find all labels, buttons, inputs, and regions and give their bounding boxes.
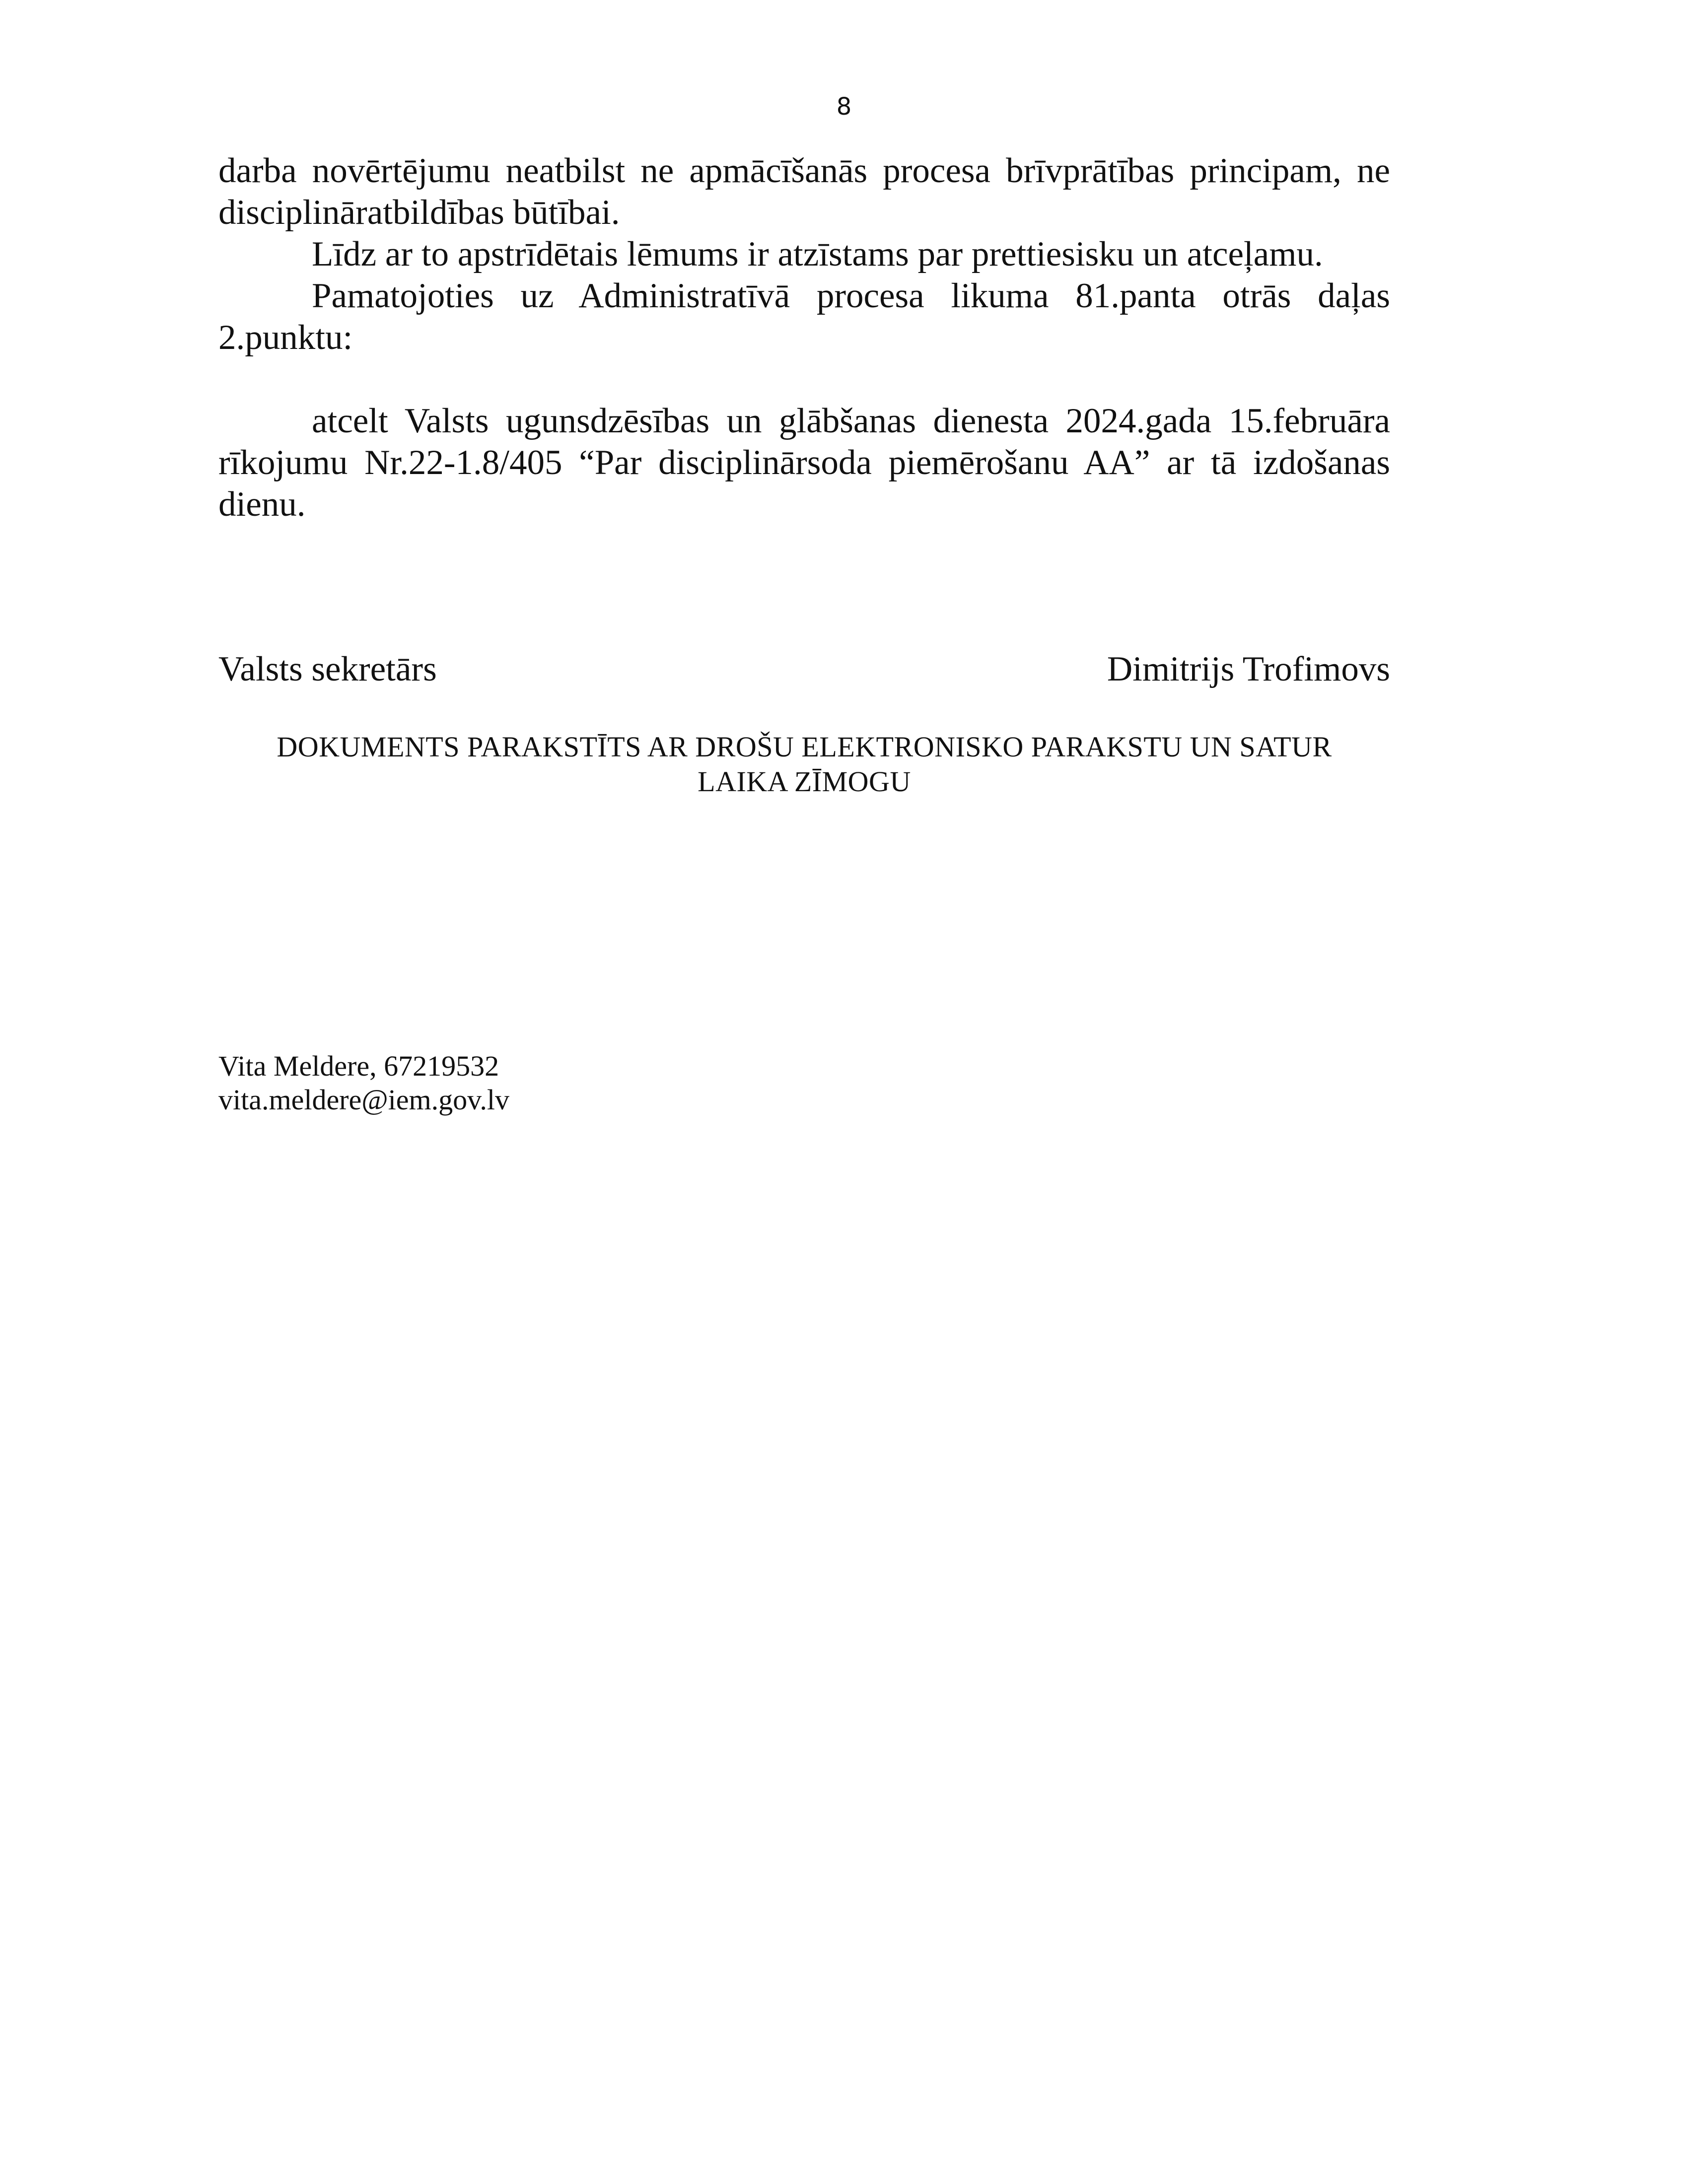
- contact-name-phone: Vita Meldere, 67219532: [218, 1050, 499, 1082]
- paragraph-decision-unlawful: Līdz ar to apstrīdētais lēmums ir atzīstams par prettiesisku un atceļamu.: [312, 235, 1323, 273]
- signatory-name: Dimitrijs Trofimovs: [1107, 650, 1390, 688]
- signature-block: [218, 648, 1390, 690]
- electronic-signature-notice-line-2: LAIKA ZĪMOGU: [698, 765, 911, 798]
- signatory-position: Valsts sekretārs: [218, 650, 437, 688]
- electronic-signature-notice-line-1: DOKUMENTS PARAKSTĪTS AR DROŠU ELEKTRONISKO PARAKSTU UN SATUR: [277, 731, 1332, 763]
- contact-email: vita.meldere@iem.gov.lv: [218, 1084, 509, 1116]
- paragraph-legal-basis: Pamatojoties uz Administratīvā procesa likuma 81.panta otrās daļas 2.punktu:: [218, 276, 1390, 357]
- paragraph-conclusion: darba novērtējumu neatbilst ne apmācīšanās procesa brīvprātības principam, ne disciplināratbildības būtībai.: [218, 151, 1390, 232]
- page-number: 8: [836, 93, 852, 121]
- electronic-signature-notice: [218, 730, 1390, 799]
- contact-block: [218, 1049, 509, 1117]
- decision-operative-part: atcelt Valsts ugunsdzēsības un glābšanas dienesta 2024.gada 15.februāra rīkojumu Nr.22-1.8/405 “Par disciplinārsoda piemērošanu AA” ar tā izdošanas dienu.: [218, 402, 1390, 524]
